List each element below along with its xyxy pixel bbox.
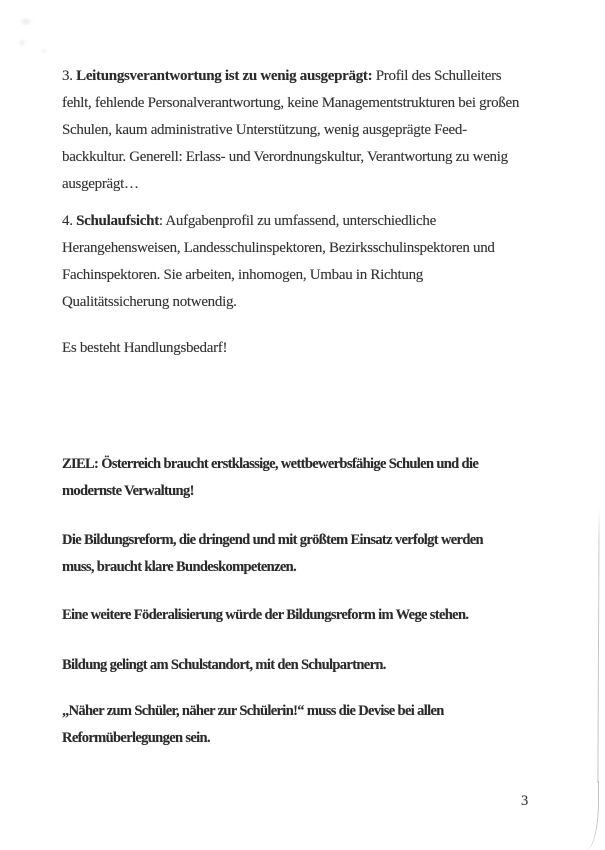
statement-schulstandort <box>62 652 386 679</box>
paper-edge-artifact <box>586 781 599 850</box>
item-heading: Schulaufsicht <box>76 213 159 229</box>
text-line: Schulen, kaum administrative Unterstützung, wenig ausgeprägte Feed- <box>62 122 467 138</box>
text-line: Eine weitere Föderalisierung würde der Bildungsreform im Wege stehen. <box>62 607 469 623</box>
text-line <box>62 63 519 90</box>
text-line: Die Bildungsreform, die dringend und mit größtem Einsatz verfolgt werden <box>62 532 483 548</box>
text-segment: : Aufgabenprofil zu umfassend, unterschiedliche <box>158 213 436 229</box>
list-number: 3. <box>62 68 77 84</box>
text-line: backkultur. Generell: Erlass- und Verordnungskultur, Verantwortung zu wenig <box>62 149 508 165</box>
text-line: modernste Verwaltung! <box>62 483 194 499</box>
scan-smudge <box>39 48 49 54</box>
text-line: Herangehensweisen, Landesschulinspektoren, Bezirksschulinspektoren und <box>62 240 495 256</box>
list-number: 4. <box>62 213 77 229</box>
text-line: Reformüberlegungen sein. <box>62 730 210 746</box>
statement-bildungsreform <box>62 527 483 581</box>
text-line <box>62 208 495 235</box>
text-segment: Profil des Schulleiters <box>372 68 502 84</box>
scan-smudge <box>17 37 27 48</box>
text-line: fehlt, fehlende Personalverantwortung, keine Managementstrukturen bei großen <box>62 95 520 111</box>
goal-statement-ziel <box>62 451 478 505</box>
text-line: Qualitätssicherung notwendig. <box>62 294 237 310</box>
scan-smudge <box>17 16 35 27</box>
text-line: Es besteht Handlungsbedarf! <box>62 340 228 356</box>
item-heading: Leitungsverantwortung ist zu wenig ausgeprägt: <box>76 68 373 84</box>
text-line: muss, braucht klare Bundeskompetenzen. <box>62 559 297 575</box>
page-number: 3 <box>521 793 529 809</box>
text-line: „Näher zum Schüler, näher zur Schülerin!“ muss die Devise bei allen <box>62 703 444 719</box>
statement-foederalisierung <box>62 602 468 629</box>
text-line: Bildung gelingt am Schulstandort, mit den Schulpartnern. <box>62 657 386 673</box>
statement-handlungsbedarf <box>62 335 227 362</box>
text-line: ausgeprägt… <box>62 176 139 192</box>
statement-devise <box>62 698 444 752</box>
text-line: Fachinspektoren. Sie arbeiten, inhomogen, Umbau in Richtung <box>62 267 423 283</box>
text-line: ZIEL: Österreich braucht erstklassige, wettbewerbsfähige Schulen und die <box>62 456 479 472</box>
list-item-3-leitungsverantwortung <box>62 63 519 198</box>
paper-edge-artifact <box>597 508 599 783</box>
list-item-4-schulaufsicht <box>62 208 495 316</box>
